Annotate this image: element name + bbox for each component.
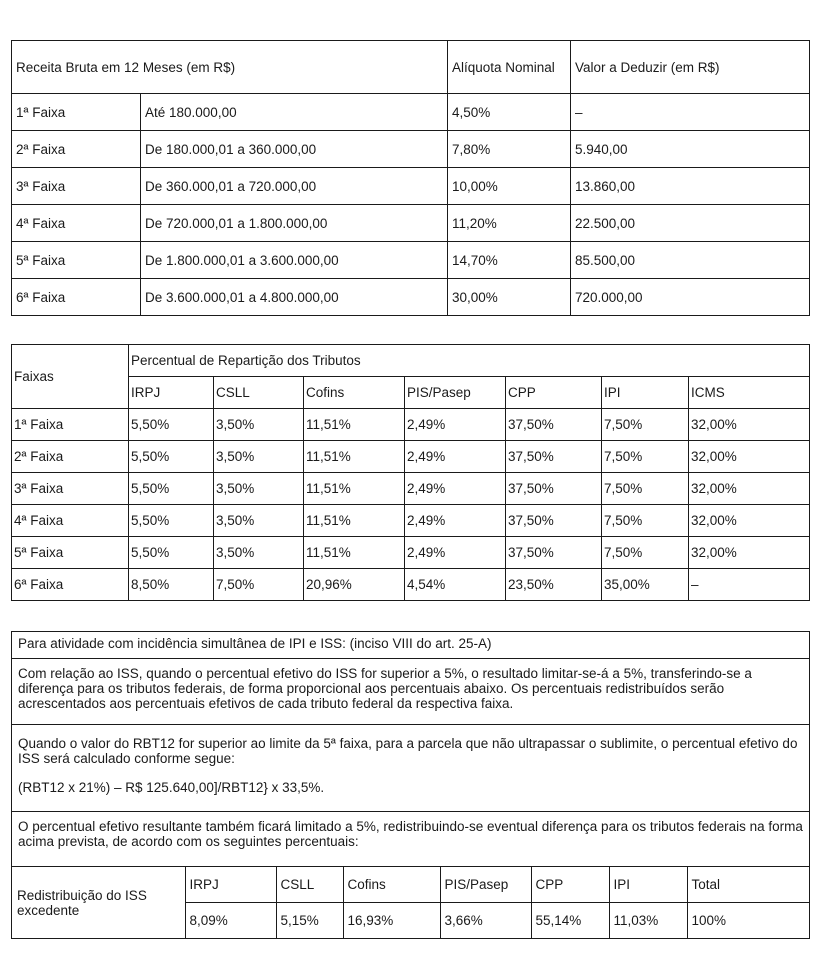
cell-value: 5,50% bbox=[129, 473, 214, 505]
cell-value: 2,49% bbox=[405, 505, 506, 537]
cell-value: 2,49% bbox=[405, 537, 506, 569]
cell-value: 11,51% bbox=[304, 537, 405, 569]
cell-faixa: 3ª Faixa bbox=[12, 473, 129, 505]
divider bbox=[12, 811, 809, 812]
table-row bbox=[12, 441, 810, 473]
notes-paragraph-3: O percentual efetivo resultante também ficará limitado a 5%, redistribuindo-se eventual diferença para os tributos federais na forma acima prevista, de acordo com os seguintes percentuais: bbox=[18, 819, 803, 849]
notes-formula: (RBT12 x 21%) – R$ 125.640,00]/RBT12} x 33,5%. bbox=[18, 780, 325, 795]
cell-value: 2,49% bbox=[405, 409, 506, 441]
notes-heading: Para atividade com incidência simultânea de IPI e ISS: (inciso VIII do art. 25-A) bbox=[18, 636, 492, 651]
iss-redistribution-notes bbox=[11, 631, 810, 939]
notes-paragraph-1: Com relação ao ISS, quando o percentual efetivo do ISS for superior a 5%, o resultado limitar-se-á a 5%, transferindo-se a diferença para os tributos federais, de forma proporcional aos percentuais abaixo. Os percentuais redistribuídos serão acrescentados aos percentuais efetivos de cada tributo federal da respectiva faixa. bbox=[18, 666, 752, 711]
header-pis-pasep: PIS/Pasep bbox=[440, 867, 531, 903]
cell-value: 32,00% bbox=[689, 409, 810, 441]
cell-receita: De 1.800.000,01 a 3.600.000,00 bbox=[141, 242, 448, 279]
cell-faixa: 5ª Faixa bbox=[12, 537, 129, 569]
cell-value: 11,51% bbox=[304, 505, 405, 537]
cell-value: 32,00% bbox=[689, 505, 810, 537]
header-icms: ICMS bbox=[689, 377, 810, 409]
cell-value: 2,49% bbox=[405, 473, 506, 505]
cell-value: 7,50% bbox=[214, 569, 304, 601]
cell-value: 5,50% bbox=[129, 441, 214, 473]
cell-value: 11,03% bbox=[609, 903, 687, 939]
header-csll: CSLL bbox=[214, 377, 304, 409]
cell-value: 8,09% bbox=[185, 903, 276, 939]
cell-aliquota: 30,00% bbox=[448, 279, 571, 316]
header-csll: CSLL bbox=[276, 867, 343, 903]
cell-receita: De 720.000,01 a 1.800.000,00 bbox=[141, 205, 448, 242]
table-row bbox=[12, 473, 810, 505]
table-header-row bbox=[11, 867, 810, 903]
cell-aliquota: 14,70% bbox=[448, 242, 571, 279]
cell-faixa: 2ª Faixa bbox=[12, 131, 141, 168]
cell-aliquota: 4,50% bbox=[448, 94, 571, 131]
cell-value: 32,00% bbox=[689, 473, 810, 505]
cell-faixa: 1ª Faixa bbox=[12, 94, 141, 131]
cell-value: 3,50% bbox=[214, 441, 304, 473]
cell-deduzir: – bbox=[571, 94, 810, 131]
header-cofins: Cofins bbox=[343, 867, 440, 903]
table-row bbox=[12, 409, 810, 441]
cell-value: 11,51% bbox=[304, 409, 405, 441]
cell-value: 11,51% bbox=[304, 441, 405, 473]
table-row bbox=[12, 537, 810, 569]
table-row bbox=[12, 505, 810, 537]
header-total: Total bbox=[687, 867, 810, 903]
cell-receita: De 3.600.000,01 a 4.800.000,00 bbox=[141, 279, 448, 316]
cell-value: 5,15% bbox=[276, 903, 343, 939]
header-cpp: CPP bbox=[506, 377, 602, 409]
cell-total: 100% bbox=[687, 903, 810, 939]
cell-faixa: 4ª Faixa bbox=[12, 505, 129, 537]
cell-value: – bbox=[689, 569, 810, 601]
cell-value: 37,50% bbox=[506, 505, 602, 537]
cell-faixa: 6ª Faixa bbox=[12, 569, 129, 601]
table-subheader-row bbox=[12, 377, 810, 409]
header-ipi: IPI bbox=[609, 867, 687, 903]
cell-value: 20,96% bbox=[304, 569, 405, 601]
table-row bbox=[12, 242, 810, 279]
table-row bbox=[12, 569, 810, 601]
cell-receita: Até 180.000,00 bbox=[141, 94, 448, 131]
table-row bbox=[12, 94, 810, 131]
cell-value: 2,49% bbox=[405, 441, 506, 473]
tax-brackets-table bbox=[11, 40, 810, 316]
cell-faixa: 6ª Faixa bbox=[12, 279, 141, 316]
cell-value: 5,50% bbox=[129, 537, 214, 569]
cell-value: 3,50% bbox=[214, 505, 304, 537]
cell-value: 35,00% bbox=[602, 569, 689, 601]
cell-faixa: 2ª Faixa bbox=[12, 441, 129, 473]
cell-value: 3,50% bbox=[214, 537, 304, 569]
cell-value: 7,50% bbox=[602, 409, 689, 441]
cell-value: 37,50% bbox=[506, 441, 602, 473]
cell-deduzir: 22.500,00 bbox=[571, 205, 810, 242]
cell-value: 16,93% bbox=[343, 903, 440, 939]
cell-value: 5,50% bbox=[129, 409, 214, 441]
table-row bbox=[12, 279, 810, 316]
divider bbox=[12, 658, 809, 659]
cell-deduzir: 5.940,00 bbox=[571, 131, 810, 168]
header-faixas: Faixas bbox=[12, 345, 129, 409]
cell-value: 3,50% bbox=[214, 473, 304, 505]
cell-aliquota: 10,00% bbox=[448, 168, 571, 205]
header-irpj: IRPJ bbox=[185, 867, 276, 903]
cell-value: 3,50% bbox=[214, 409, 304, 441]
cell-value: 55,14% bbox=[531, 903, 609, 939]
cell-value: 23,50% bbox=[506, 569, 602, 601]
table-header-row bbox=[12, 41, 810, 94]
table-row bbox=[12, 168, 810, 205]
header-aliquota: Alíquota Nominal bbox=[448, 41, 571, 94]
header-cpp: CPP bbox=[531, 867, 609, 903]
header-cofins: Cofins bbox=[304, 377, 405, 409]
divider bbox=[12, 724, 809, 725]
cell-value: 37,50% bbox=[506, 473, 602, 505]
cell-value: 8,50% bbox=[129, 569, 214, 601]
header-group-title: Percentual de Repartição dos Tributos bbox=[129, 345, 810, 377]
cell-value: 7,50% bbox=[602, 441, 689, 473]
cell-value: 4,54% bbox=[405, 569, 506, 601]
cell-value: 7,50% bbox=[602, 537, 689, 569]
table-row bbox=[12, 131, 810, 168]
cell-aliquota: 11,20% bbox=[448, 205, 571, 242]
cell-deduzir: 13.860,00 bbox=[571, 168, 810, 205]
cell-value: 32,00% bbox=[689, 441, 810, 473]
table-row bbox=[12, 205, 810, 242]
cell-value: 37,50% bbox=[506, 537, 602, 569]
header-ipi: IPI bbox=[602, 377, 689, 409]
cell-aliquota: 7,80% bbox=[448, 131, 571, 168]
cell-value: 7,50% bbox=[602, 505, 689, 537]
notes-paragraph-2: Quando o valor do RBT12 for superior ao limite da 5ª faixa, para a parcela que não ultrapassar o sublimite, o percentual efetivo do ISS será calculado conforme segue: bbox=[18, 736, 798, 766]
tax-distribution-table bbox=[11, 344, 810, 601]
cell-faixa: 5ª Faixa bbox=[12, 242, 141, 279]
cell-receita: De 180.000,01 a 360.000,00 bbox=[141, 131, 448, 168]
header-deduzir: Valor a Deduzir (em R$) bbox=[571, 41, 810, 94]
cell-faixa: 1ª Faixa bbox=[12, 409, 129, 441]
header-pis-pasep: PIS/Pasep bbox=[405, 377, 506, 409]
table-header-row bbox=[12, 345, 810, 377]
iss-redistribution-table bbox=[11, 866, 810, 938]
cell-value: 3,66% bbox=[440, 903, 531, 939]
cell-value: 32,00% bbox=[689, 537, 810, 569]
cell-faixa: 3ª Faixa bbox=[12, 168, 141, 205]
cell-deduzir: 720.000,00 bbox=[571, 279, 810, 316]
cell-faixa: 4ª Faixa bbox=[12, 205, 141, 242]
header-receita: Receita Bruta em 12 Meses (em R$) bbox=[12, 41, 448, 94]
row-label: Redistribuição do ISS excedente bbox=[11, 867, 185, 939]
cell-deduzir: 85.500,00 bbox=[571, 242, 810, 279]
cell-receita: De 360.000,01 a 720.000,00 bbox=[141, 168, 448, 205]
header-irpj: IRPJ bbox=[129, 377, 214, 409]
cell-value: 5,50% bbox=[129, 505, 214, 537]
cell-value: 37,50% bbox=[506, 409, 602, 441]
cell-value: 11,51% bbox=[304, 473, 405, 505]
cell-value: 7,50% bbox=[602, 473, 689, 505]
